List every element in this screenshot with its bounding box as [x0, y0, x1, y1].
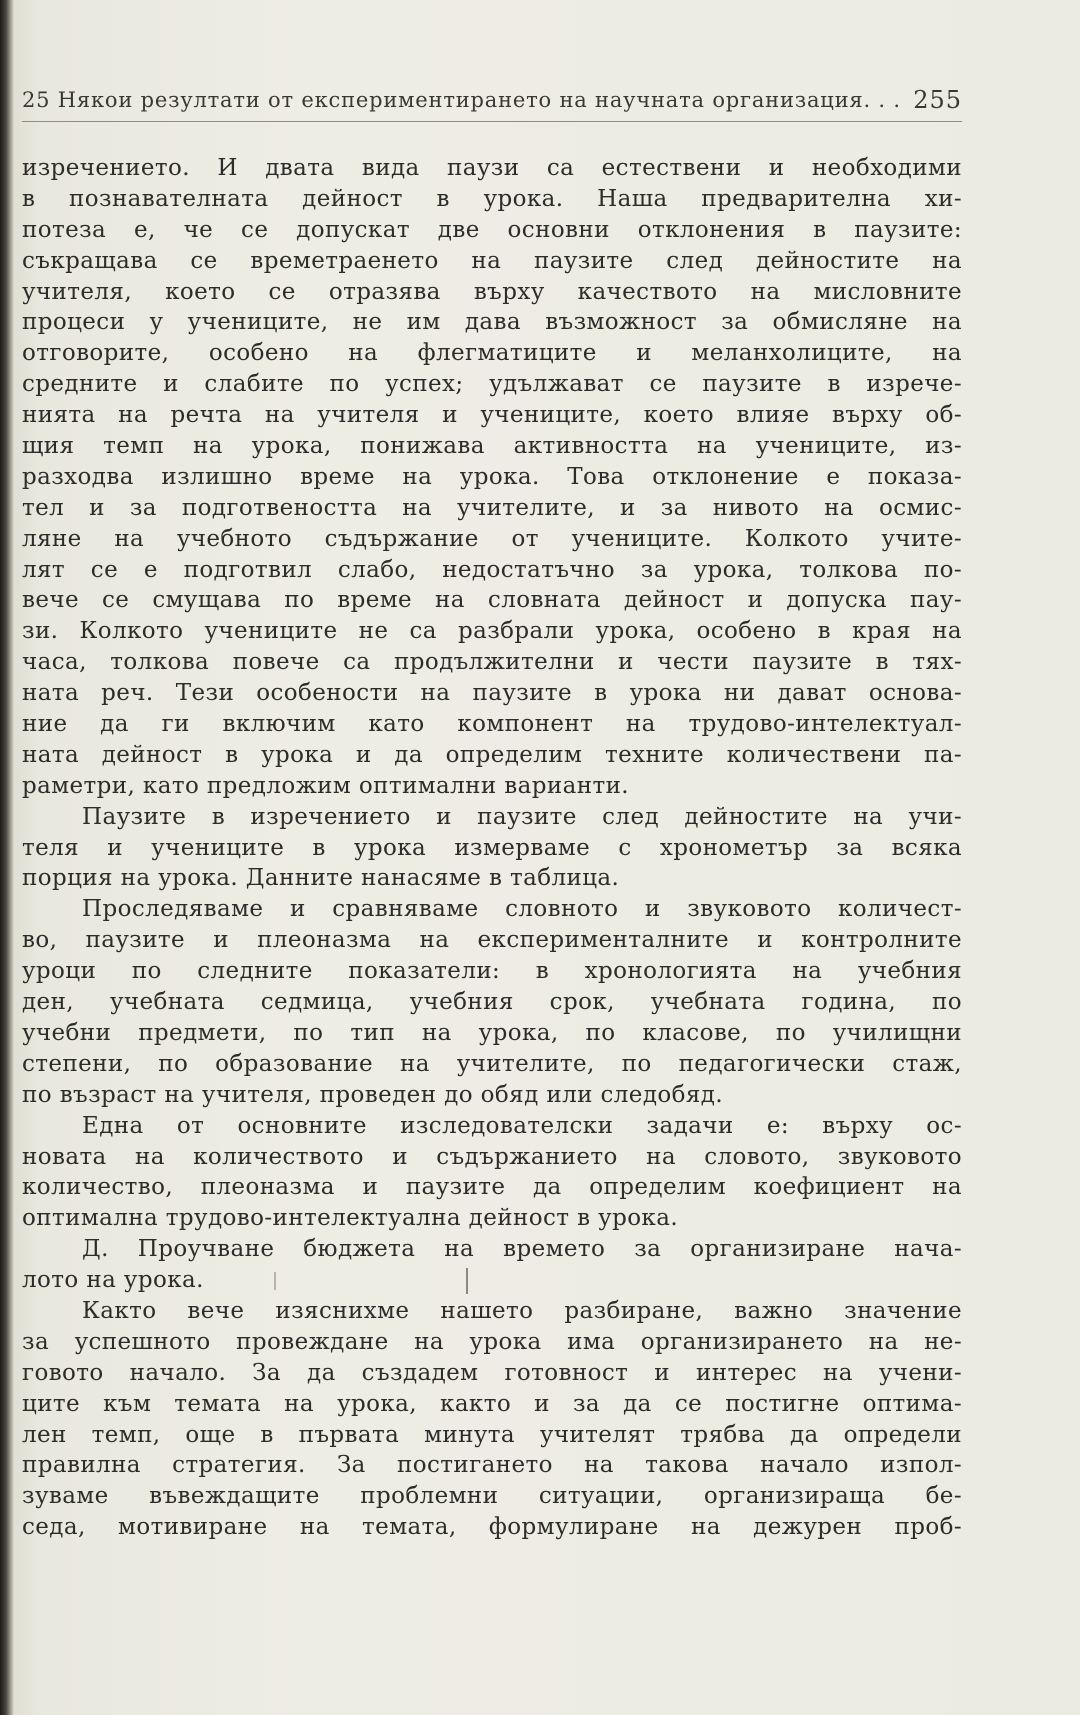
text-line: количество, плеоназма и паузите да определим коефициент на — [22, 1174, 962, 1201]
text-line: уроци по следните показатели: в хронологията на учебния — [22, 958, 962, 985]
text-line: вече се смущава по време на словната дейност и допуска пау- — [22, 587, 962, 614]
section-heading-line-end — [22, 1265, 962, 1296]
text-line-paragraph-end: порция на урока. Данните нанасяме в таблица. — [22, 865, 620, 892]
text-line: ната реч. Тези особености на паузите в урока ни дават основа- — [22, 680, 962, 707]
text-line: ците към темата на урока, както и за да се постигне оптима- — [22, 1390, 962, 1417]
text-line: щия темп на урока, понижава активността на учениците, из- — [22, 433, 962, 460]
text-line: съкращава се времетраенето на паузите след дейностите на — [22, 247, 962, 274]
text-line-paragraph-start: Паузите в изречението и паузите след дейностите на учи- — [82, 803, 962, 830]
text-line: правилна стратегия. За постигането на такова начало изпол- — [22, 1452, 962, 1479]
text-line: зи. Колкото учениците не са разбрали урока, особено в края на — [22, 618, 962, 645]
text-line: изречението. И двата вида паузи са естествени и необходими — [22, 155, 962, 181]
header-rule — [22, 121, 962, 122]
text-line: ната дейност в урока и да определим техните количествени па- — [22, 741, 962, 768]
text-line: лен темп, още в първата минута учителят трябва да определи — [22, 1421, 962, 1448]
text-line: за успешното провеждане на урока има организирането на не- — [22, 1328, 962, 1355]
text-line: ден, учебната седмица, учебния срок, учебната година, по — [22, 989, 962, 1016]
text-line: часа, толкова повече са продължителни и чести паузите в тях- — [22, 649, 962, 676]
text-line: степени, по образование на учителите, по педагогически стаж, — [22, 1050, 962, 1077]
book-binding-shadow — [0, 0, 14, 1715]
running-header-title: 25 Някои резултати от експериментирането на научната организация. . . — [22, 88, 901, 112]
text-line: зуваме въвеждащите проблемни ситуации, организираща бе- — [22, 1483, 962, 1510]
text-line-paragraph-start: Както вече изяснихме нашето разбиране, важно значение — [82, 1297, 962, 1324]
text-line: теля и учениците в урока измерваме с хронометър за всяка — [22, 834, 962, 861]
scan-mark — [466, 1268, 468, 1294]
text-line: лят се е подготвил слабо, недостатъчно за урока, толкова по- — [22, 556, 962, 583]
text-line: ние да ги включим като компонент на трудово-интелектуал- — [22, 711, 962, 738]
text-line: учителя, което се отразява върху качеството на мисловните — [22, 278, 962, 305]
text-line: потеза е, че се допускат две основни отклонения в паузите: — [22, 216, 962, 243]
text-line: разходва излишно време на урока. Това отклонение е показа- — [22, 463, 962, 490]
text-line: нията на речта на учителя и учениците, което влияе върху об- — [22, 402, 962, 429]
text-line-paragraph-end: оптимална трудово-интелектуална дейност в урока. — [22, 1205, 679, 1232]
page-number: 255 — [913, 86, 962, 114]
section-heading-end-text: лото на урока. — [22, 1267, 204, 1294]
text-line: в познавателната дейност в урока. Наша предварителна хи- — [22, 185, 962, 212]
text-line-paragraph-end: по възраст на учителя, проведен до обяд или следобяд. — [22, 1081, 724, 1108]
text-line-paragraph-end: раметри, като предложим оптимални варианти. — [22, 772, 630, 799]
scan-mark — [274, 1272, 276, 1290]
text-line: средните и слабите по успех; удължават се паузите в изрече- — [22, 371, 962, 398]
text-line: тел и за подготвеността на учителите, и за нивото на осмис- — [22, 494, 962, 521]
text-line: учебни предмети, по тип на урока, по класове, по училищни — [22, 1019, 962, 1046]
text-line-paragraph-start: Една от основните изследователски задачи е: върху ос- — [82, 1112, 962, 1139]
text-line: говото начало. За да създадем готовност и интерес на учени- — [22, 1359, 962, 1386]
running-header — [22, 86, 962, 116]
text-line: во, паузите и плеоназма на експерименталните и контролните — [22, 927, 962, 954]
section-heading-line: Д. Проучване бюджета на времето за организиране нача- — [82, 1236, 962, 1263]
text-line-paragraph-start: Проследяваме и сравняваме словното и звуковото количест- — [82, 896, 962, 923]
text-line: новата на количеството и съдържанието на словото, звуковото — [22, 1143, 962, 1170]
text-line: седа, мотивиране на темата, формулиране на дежурен проб- — [22, 1514, 962, 1541]
text-line: ляне на учебното съдържание от учениците. Колкото учите- — [22, 525, 962, 552]
text-line: отговорите, особено на флегматиците и меланхолиците, на — [22, 340, 962, 367]
body-text — [22, 153, 962, 1543]
text-line: процеси у учениците, не им дава възможност за обмисляне на — [22, 309, 962, 336]
